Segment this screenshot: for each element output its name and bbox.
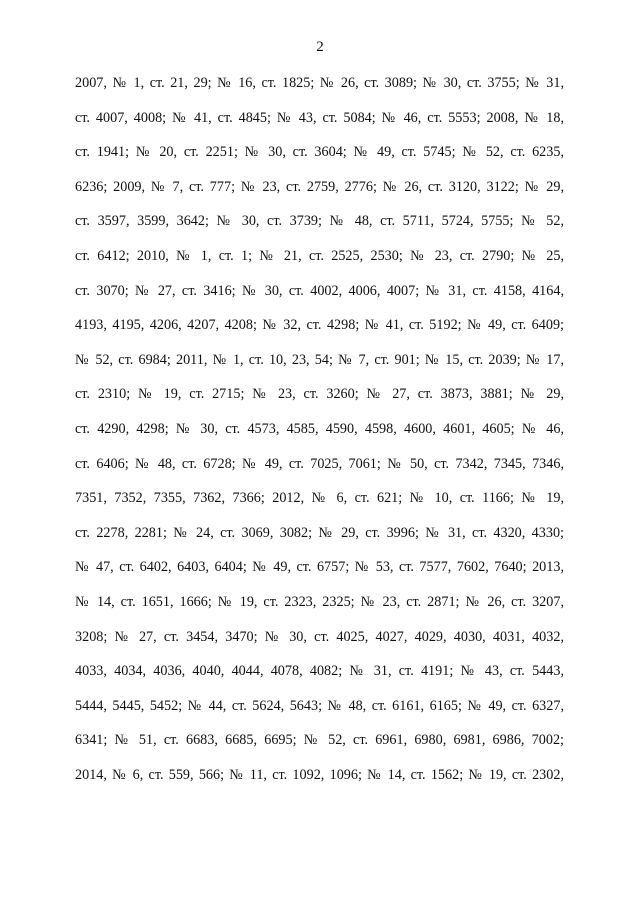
text-line: 7351, 7352, 7355, 7362, 7366; 2012, № 6, ст. 621; № 10, ст. 1166; № 19, — [75, 490, 564, 507]
text-line: 3208; № 27, ст. 3454, 3470; № 30, ст. 4025, 4027, 4029, 4030, 4031, 4032, — [75, 628, 564, 645]
text-line: № 14, ст. 1651, 1666; № 19, ст. 2323, 2325; № 23, ст. 2871; № 26, ст. 3207, — [75, 593, 564, 610]
text-line: ст. 6406; № 48, ст. 6728; № 49, ст. 7025, 7061; № 50, ст. 7342, 7345, 7346, — [75, 455, 564, 472]
text-line: № 47, ст. 6402, 6403, 6404; № 49, ст. 6757; № 53, ст. 7577, 7602, 7640; 2013, — [75, 559, 564, 576]
text-line: 6236; 2009, № 7, ст. 777; № 23, ст. 2759, 2776; № 26, ст. 3120, 3122; № 29, — [75, 178, 564, 195]
text-line: ст. 6412; 2010, № 1, ст. 1; № 21, ст. 2525, 2530; № 23, ст. 2790; № 25, — [75, 247, 564, 264]
text-line: № 52, ст. 6984; 2011, № 1, ст. 10, 23, 54; № 7, ст. 901; № 15, ст. 2039; № 17, — [75, 351, 564, 368]
text-line: ст. 4007, 4008; № 41, ст. 4845; № 43, ст. 5084; № 46, ст. 5553; 2008, № 18, — [75, 109, 564, 126]
text-line: 5444, 5445, 5452; № 44, ст. 5624, 5643; № 48, ст. 6161, 6165; № 49, ст. 6327, — [75, 697, 564, 714]
page-number: 2 — [316, 39, 324, 55]
text-line: 2007, № 1, ст. 21, 29; № 16, ст. 1825; № 26, ст. 3089; № 30, ст. 3755; № 31, — [75, 75, 564, 91]
text-line: 4033, 4034, 4036, 4040, 4044, 4078, 4082; № 31, ст. 4191; № 43, ст. 5443, — [75, 663, 564, 680]
text-line: ст. 2278, 2281; № 24, ст. 3069, 3082; № 29, ст. 3996; № 31, ст. 4320, 4330; — [75, 524, 564, 541]
text-line: 6341; № 51, ст. 6683, 6685, 6695; № 52, ст. 6961, 6980, 6981, 6986, 7002; — [75, 732, 564, 749]
body-text — [75, 74, 564, 800]
text-line: ст. 3070; № 27, ст. 3416; № 30, ст. 4002, 4006, 4007; № 31, ст. 4158, 4164, — [75, 282, 564, 299]
text-line: ст. 3597, 3599, 3642; № 30, ст. 3739; № 48, ст. 5711, 5724, 5755; № 52, — [75, 213, 564, 230]
text-line: 4193, 4195, 4206, 4207, 4208; № 32, ст. 4298; № 41, ст. 5192; № 49, ст. 6409; — [75, 317, 564, 334]
text-line: 2014, № 6, ст. 559, 566; № 11, ст. 1092, 1096; № 14, ст. 1562; № 19, ст. 2302, — [75, 766, 564, 783]
text-line: ст. 2310; № 19, ст. 2715; № 23, ст. 3260; № 27, ст. 3873, 3881; № 29, — [75, 386, 564, 403]
text-line: ст. 1941; № 20, ст. 2251; № 30, ст. 3604; № 49, ст. 5745; № 52, ст. 6235, — [75, 144, 564, 161]
text-line: ст. 4290, 4298; № 30, ст. 4573, 4585, 4590, 4598, 4600, 4601, 4605; № 46, — [75, 420, 564, 437]
